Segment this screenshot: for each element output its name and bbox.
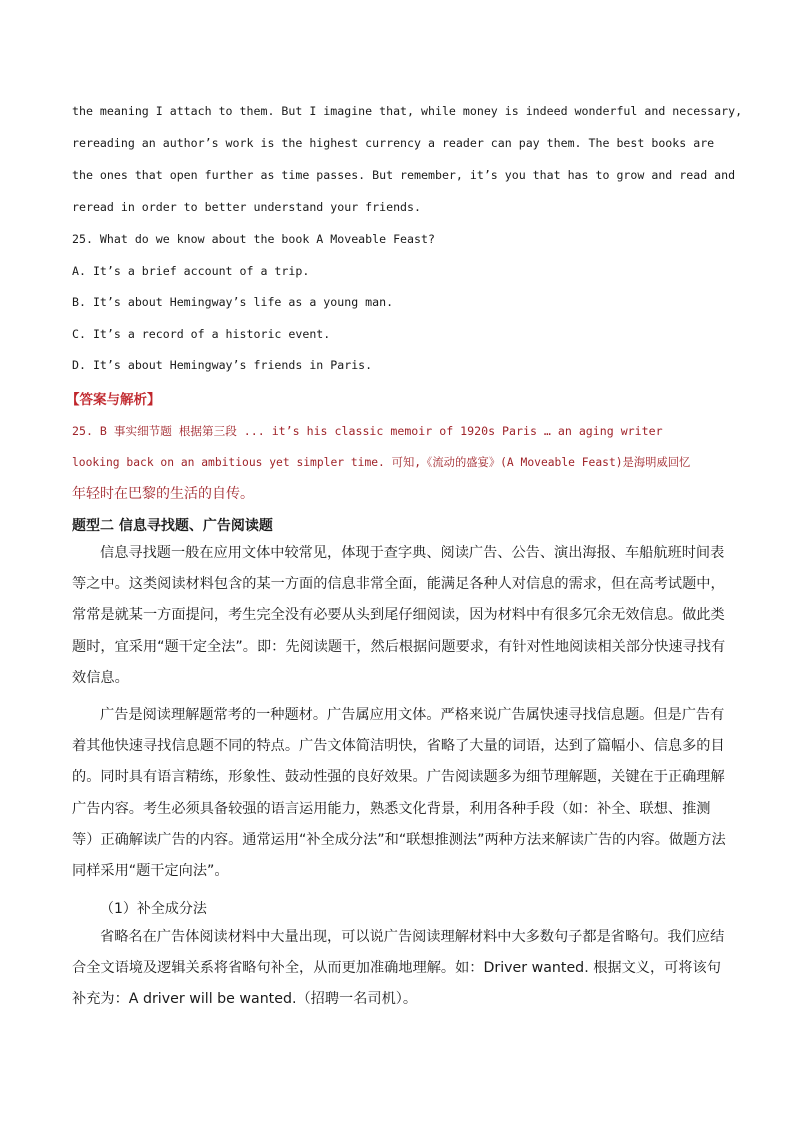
paragraph-1-text: 信息寻找题一般在应用文体中较常见，体现于查字典、阅读广告、公告、演出海报、车船航班时间表等之中。这类阅读材料包含的某一方面的信息非常全面，能满足各种人对信息的需求，但在高考试题中，常常是就某一方面提问，考生完全没有必要从头到尾仔细阅读，因为材料中有很多冗余无效信息。做此类题时，宜采用“题干定全法”。即：先阅读题干，然后根据问题要求，有针对性地阅读相关部分快速寻找有效信息。 [72, 545, 726, 686]
option-c: C. It’s a record of a historic event. [72, 327, 331, 341]
answer-line: looking back on an ambitious yet simpler time. 可知,《流动的盛宴》(A Moveable Feast)是海明威回忆 [72, 456, 691, 469]
paragraph-1 [72, 538, 728, 694]
paragraph-3-text: 省略名在广告体阅读材料中大量出现，可以说广告阅读理解材料中大多数句子都是省略句。我们应结合全文语境及逻辑关系将省略句补全，从而更加准确地理解。如：Driver wanted. 根据文义，可将该句补充为：A driver will be wanted.（招聘一名司机）。 [72, 929, 725, 1008]
answer-heading: 【答案与解析】 [66, 392, 161, 408]
answer-line: 25. B 事实细节题 根据第三段 ... it’s his classic memoir of 1920s Paris … an aging writer [72, 424, 663, 438]
question-stem: 25. What do we know about the book A Moveable Feast? [72, 232, 435, 246]
section-title: 题型二 信息寻找题、广告阅读题 [72, 518, 273, 534]
subheading: （1）补全成分法 [100, 901, 207, 917]
passage-line: the ones that open further as time passes. But remember, it’s you that has to grow and read and [72, 168, 736, 182]
passage-line: reread in order to better understand your friends. [72, 200, 422, 214]
paragraph-2 [72, 700, 728, 887]
answer-line: 年轻时在巴黎的生活的自传。 [72, 486, 254, 502]
option-d: D. It’s about Hemingway’s friends in Paris. [72, 358, 373, 372]
option-b: B. It’s about Hemingway’s life as a young man. [72, 295, 394, 309]
option-a: A. It’s a brief account of a trip. [72, 264, 310, 278]
passage-line: the meaning I attach to them. But I imagine that, while money is indeed wonderful and necessary, [72, 104, 743, 118]
paragraph-3 [72, 922, 728, 1016]
passage-line: rereading an author’s work is the highest currency a reader can pay them. The best books are [72, 136, 715, 150]
paragraph-2-text: 广告是阅读理解题常考的一种题材。广告属应用文体。严格来说广告属快速寻找信息题。但是广告有着其他快速寻找信息题不同的特点。广告文体简洁明快，省略了大量的词语，达到了篇幅小、信息多的目的。同时具有语言精练，形象性、鼓动性强的良好效果。广告阅读题多为细节理解题，关键在于正确理解广告内容。考生必须具备较强的语言运用能力，熟悉文化背景，利用各种手段（如：补全、联想、推测等）正确解读广告的内容。通常运用“补全成分法”和“联想推测法”两种方法来解读广告的内容。做题方法同样采用“题干定向法”。 [72, 707, 726, 880]
